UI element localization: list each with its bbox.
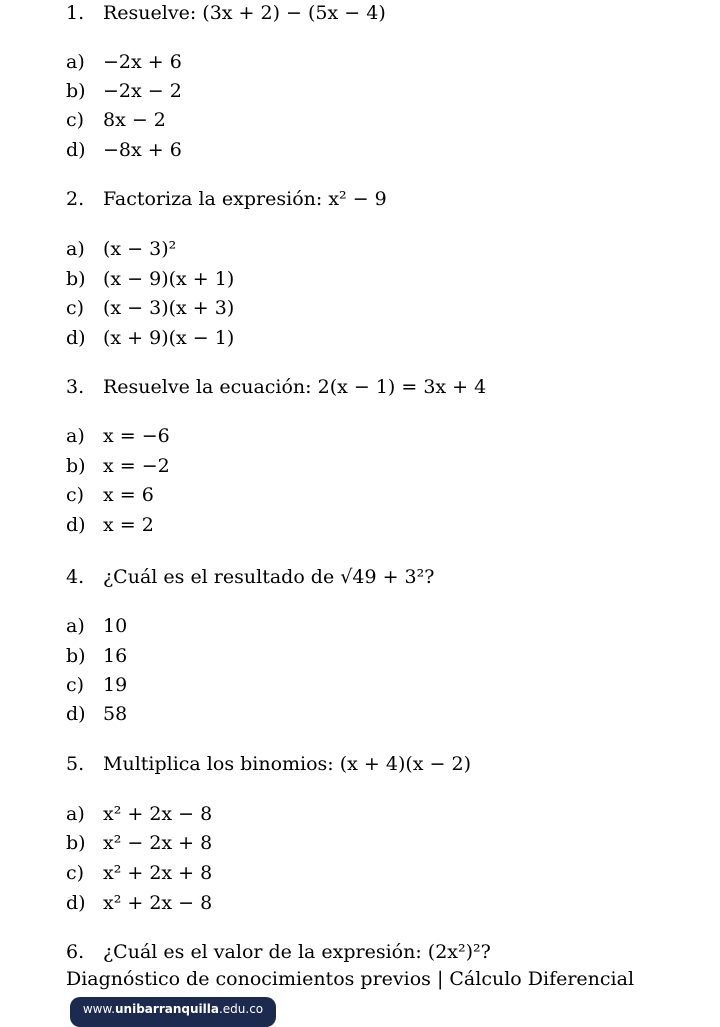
option-value: −8x + 6 xyxy=(103,139,182,161)
option-letter: d) xyxy=(66,703,86,725)
option-1b[interactable] xyxy=(66,79,182,103)
option-3a[interactable] xyxy=(66,424,170,448)
option-letter: b) xyxy=(66,268,86,290)
option-1d[interactable] xyxy=(66,138,182,162)
option-letter: a) xyxy=(66,615,85,637)
option-value: x² − 2x + 8 xyxy=(103,832,213,854)
option-letter: b) xyxy=(66,455,86,477)
question-expression: x² − 9 xyxy=(328,188,387,210)
option-2d[interactable] xyxy=(66,326,234,350)
option-3b[interactable] xyxy=(66,454,170,478)
option-2b[interactable] xyxy=(66,267,234,291)
question-2 xyxy=(66,187,387,211)
question-1 xyxy=(66,1,386,25)
url-suffix: .edu.co xyxy=(218,1002,264,1016)
option-letter: c) xyxy=(66,297,85,319)
option-value: (x − 3)² xyxy=(103,238,177,260)
option-letter: a) xyxy=(66,425,85,447)
option-letter: c) xyxy=(66,484,85,506)
option-4b[interactable] xyxy=(66,644,127,668)
question-number: 5. xyxy=(66,753,85,775)
question-5 xyxy=(66,752,471,776)
option-5d[interactable] xyxy=(66,891,212,915)
option-1a[interactable] xyxy=(66,50,182,74)
option-value: x² + 2x − 8 xyxy=(103,803,213,825)
option-3d[interactable] xyxy=(66,513,154,537)
question-number: 3. xyxy=(66,376,85,398)
option-value: 16 xyxy=(103,645,128,667)
option-value: x = −6 xyxy=(103,425,170,447)
option-2a[interactable] xyxy=(66,237,176,261)
option-letter: c) xyxy=(66,109,85,131)
question-3 xyxy=(66,375,486,399)
option-letter: d) xyxy=(66,327,86,349)
question-number: 2. xyxy=(66,188,85,210)
option-letter: d) xyxy=(66,514,86,536)
option-value: 19 xyxy=(103,674,128,696)
option-3c[interactable] xyxy=(66,483,154,507)
option-5a[interactable] xyxy=(66,802,212,826)
question-expression: (x + 4)(x − 2) xyxy=(339,753,472,775)
option-letter: d) xyxy=(66,139,86,161)
option-value: x = 6 xyxy=(103,484,154,506)
website-link[interactable] xyxy=(70,997,276,1027)
option-value: x² + 2x − 8 xyxy=(103,892,213,914)
question-text: Resuelve: xyxy=(103,2,197,24)
option-5c[interactable] xyxy=(66,861,212,885)
option-value: 58 xyxy=(103,703,128,725)
option-value: x = −2 xyxy=(103,455,170,477)
option-value: (x − 3)(x + 3) xyxy=(103,297,235,319)
option-5b[interactable] xyxy=(66,831,212,855)
option-value: (x + 9)(x − 1) xyxy=(103,327,235,349)
option-letter: a) xyxy=(66,51,85,73)
option-value: 10 xyxy=(103,615,128,637)
footer-title: Diagnóstico de conocimientos previos | Cálculo Diferencial xyxy=(66,968,635,990)
option-2c[interactable] xyxy=(66,296,234,320)
url-domain: unibarranquilla xyxy=(115,1002,219,1016)
option-letter: d) xyxy=(66,892,86,914)
url-prefix: www. xyxy=(82,1002,116,1016)
option-value: x = 2 xyxy=(103,514,154,536)
option-4a[interactable] xyxy=(66,614,127,638)
question-expression: (2x²)²? xyxy=(427,941,491,963)
option-letter: c) xyxy=(66,862,85,884)
option-letter: b) xyxy=(66,645,86,667)
question-number: 4. xyxy=(66,566,85,588)
question-expression: 2(x − 1) = 3x + 4 xyxy=(317,376,487,398)
option-value: 8x − 2 xyxy=(103,109,166,131)
option-1c[interactable] xyxy=(66,108,166,132)
question-text: ¿Cuál es el valor de la expresión: xyxy=(103,941,422,963)
question-6 xyxy=(66,940,491,964)
option-letter: b) xyxy=(66,80,86,102)
option-letter: a) xyxy=(66,238,85,260)
option-letter: b) xyxy=(66,832,86,854)
question-text: Factoriza la expresión: xyxy=(103,188,323,210)
option-4c[interactable] xyxy=(66,673,127,697)
question-expression: √49 + 3²? xyxy=(340,566,435,588)
option-4d[interactable] xyxy=(66,702,127,726)
question-number: 6. xyxy=(66,941,85,963)
option-value: (x − 9)(x + 1) xyxy=(103,268,235,290)
question-text: Resuelve la ecuación: xyxy=(103,376,312,398)
option-value: −2x − 2 xyxy=(103,80,182,102)
question-number: 1. xyxy=(66,2,85,24)
question-expression: (3x + 2) − (5x − 4) xyxy=(202,2,386,24)
question-text: Multiplica los binomios: xyxy=(103,753,334,775)
option-letter: a) xyxy=(66,803,85,825)
option-value: −2x + 6 xyxy=(103,51,182,73)
question-4 xyxy=(66,565,434,589)
option-letter: c) xyxy=(66,674,85,696)
option-value: x² + 2x + 8 xyxy=(103,862,213,884)
question-text: ¿Cuál es el resultado de xyxy=(103,566,335,588)
